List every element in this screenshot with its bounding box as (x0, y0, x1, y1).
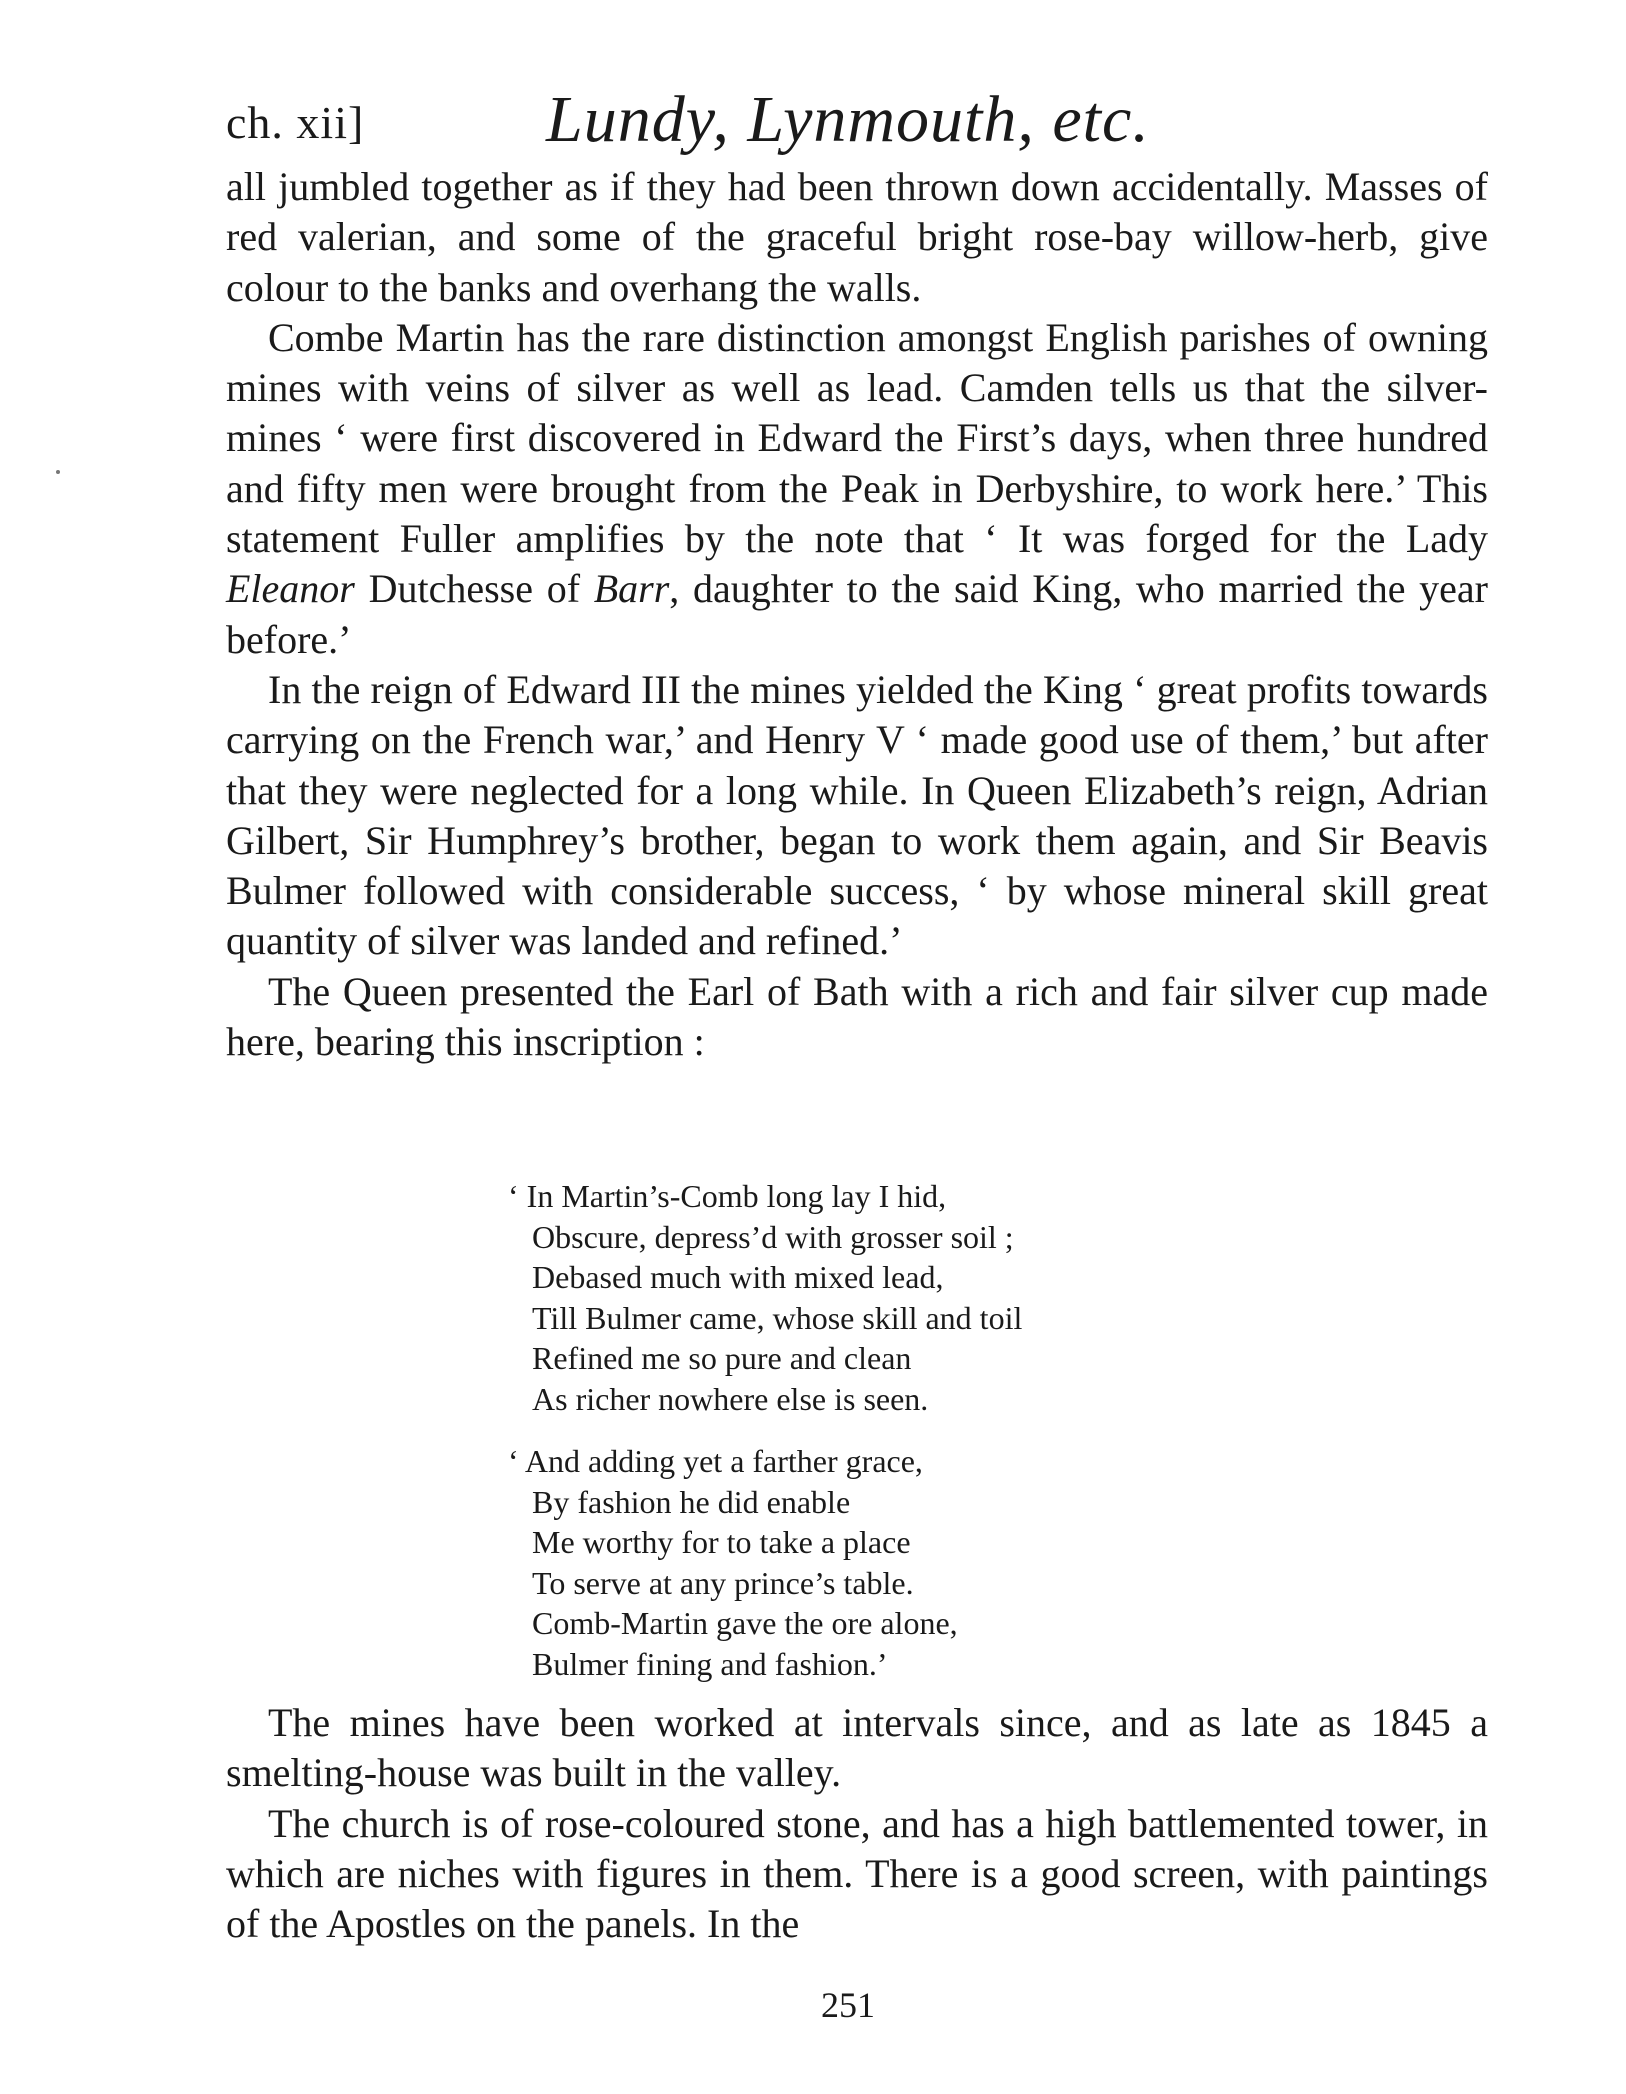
body-text-top (226, 162, 1488, 1067)
poem-line: Refined me so pure and clean (532, 1340, 912, 1376)
chapter-label: ch. xii] (226, 97, 365, 148)
margin-speck (56, 470, 60, 474)
paragraph-5: The mines have been worked at intervals since, and as late as 1845 a smelting-house was built in the valley. (226, 1700, 1488, 1796)
poem-line: Obscure, depress’d with grosser soil ; (532, 1218, 1014, 1255)
paragraph-2 (226, 313, 1488, 665)
poem-line: Bulmer fining and fashion.’ (532, 1645, 888, 1682)
poem-line: Till Bulmer came, whose skill and toil (532, 1299, 1023, 1336)
running-header (226, 82, 1486, 162)
body-text-bottom (226, 1698, 1488, 1949)
poem-line: To serve at any prince’s table. (532, 1564, 914, 1601)
poem-line: ‘ In Martin’s-Comb long lay I hid, (508, 1178, 947, 1214)
poem-stanza-1 (508, 1176, 1268, 1419)
running-title: Lundy, Lynmouth, etc. (546, 83, 1150, 156)
paragraph-4: The Queen presented the Earl of Bath with a rich and fair silver cup made here, bearing this inscription : (226, 968, 1488, 1065)
page-number: 251 (821, 1985, 875, 2025)
inscription-poem (508, 1176, 1268, 1706)
name-eleanor: Eleanor (226, 566, 355, 612)
name-barr: Barr (593, 566, 670, 612)
poem-line: Debased much with mixed lead, (532, 1259, 944, 1295)
poem-line: Me worthy for to take a place (532, 1524, 911, 1560)
paragraph-1: all jumbled together as if they had been thrown down accidentally. Masses of red valerian, and some of the graceful bright rose-bay willow-herb, give colour to the banks and overhang the walls. (226, 164, 1488, 310)
paragraph-2-part-2: Dutchesse of (354, 566, 594, 612)
poem-line: Comb-Martin gave the ore alone, (532, 1605, 958, 1641)
paragraph-3: In the reign of Edward III the mines yielded the King ‘ great profits towards carrying on the French war,’ and Henry V ‘ made good use of them,’ but after that they were neglected for a long while. In Queen Elizabeth’s reign, Adrian Gilbert, Sir Humphrey’s brother, began to work them again, and Sir Beavis Bulmer followed with considerable success, ‘ by whose mineral skill great quantity of silver was landed and refined.’ (226, 666, 1488, 964)
poem-stanza-2 (508, 1441, 1268, 1684)
poem-line: ‘ And adding yet a farther grace, (508, 1443, 923, 1479)
paragraph-6: The church is of rose-coloured stone, and has a high battlemented tower, in which are niches with figures in them. There is a good screen, with paintings of the Apostles on the panels. In the (226, 1800, 1488, 1947)
poem-line: As richer nowhere else is seen. (532, 1380, 929, 1417)
paragraph-2-part-1: Combe Martin has the rare distinction amongst English parishes of owning mines with veins of silver as well as lead. Camden tells us that the silver-mines ‘ were first discovered in Edward the First’s days, when three hundred and fifty men were brought from the Peak in Derbyshire, to work here.’ This statement Fuller amplifies by the note that ‘ It was forged for the Lady (226, 314, 1488, 562)
paragraph-2-part-3: , daughter to the said King, who married the year before.’ (226, 566, 1488, 662)
poem-line: By fashion he did enable (532, 1483, 851, 1520)
